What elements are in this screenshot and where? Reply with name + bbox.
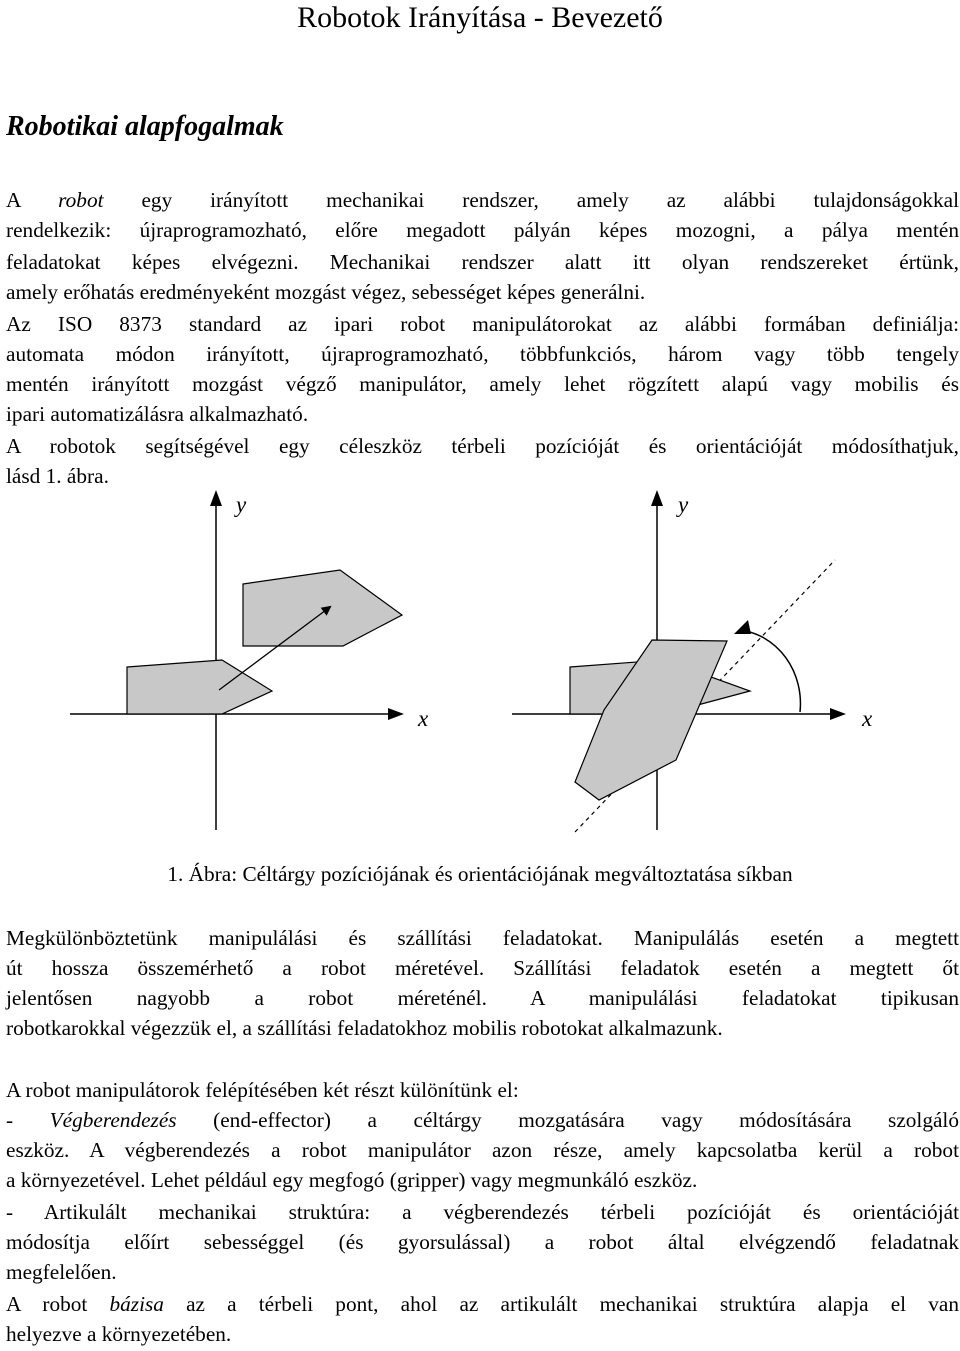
right-y-label: y [678,492,689,517]
figure-caption: 1. Ábra: Céltárgy pozíciójának és orientációjának megváltoztatása síkban [167,862,793,886]
left-x-label: x [418,706,429,731]
para1-line: Az ISO 8373 standard az ipari robot manipulátorokat az alábbi formában definiálja: [6,312,959,336]
para1-line: feladatokat képes elvégezni. Mechanikai rendszer alatt itt olyan rendszereket értünk, [6,250,959,274]
para2-line: robotkarokkal végezzük el, a szállítási feladatokhoz mobilis robotokat alkalmazunk. [6,1016,723,1040]
para1-line: ipari automatizálásra alkalmazható. [6,402,309,426]
para1-line: automata módon irányított, újraprogramozható, többfunkciós, három vagy több tengely [6,342,959,366]
para1-line: A robot egy irányított mechanikai rendszer, amely az alábbi tulajdonságokkal [6,188,960,212]
left-moved-shape [243,570,402,646]
rotation-arc [740,630,800,712]
para3-line: - Végberendezés (end-effector) a céltárgy mozgatására vagy módosítására szolgáló [6,1108,960,1132]
left-panel [70,490,429,830]
para3-line: A robot manipulátorok felépítésében két részt különítünk el: [6,1078,519,1102]
section-heading: Robotikai alapfogalmak [6,111,284,142]
para3-line: megfelelően. [6,1260,117,1284]
left-y-arrow-icon [210,490,222,506]
right-x-label: x [862,706,873,731]
page-title: Robotok Irányítása - Bevezető [297,1,663,34]
para3-line: eszköz. A végberendezés a robot manipulátor azon része, amely kapcsolatba kerül a robot [6,1138,959,1162]
para3-line: A robot bázisa az a térbeli pont, ahol az artikulált mechanikai struktúra alapja el van [6,1292,960,1316]
para3-line: módosítja előírt sebességgel (és gyorsulással) a robot által elvégzendő feladatnak [6,1230,959,1254]
para1-line: mentén irányított mozgást végző manipulátor, amely lehet rögzített alapú vagy mobilis és [6,372,959,396]
right-rotated-shape [575,640,727,800]
para1-line: amely erőhatás eredményeként mozgást végez, sebességet képes generálni. [6,280,646,304]
para1-line: lásd 1. ábra. [6,464,109,488]
term-robot: robot [58,188,104,212]
para2-line: út hossza összemérhető a robot méretével. Szállítási feladatok esetén a megtett őt [6,956,959,980]
left-x-arrow-icon [388,708,404,720]
para3-line: - Artikulált mechanikai struktúra: a végberendezés térbeli pozícióját és orientációját [6,1200,959,1224]
para3-line: helyezve a környezetében. [6,1322,232,1346]
para1-line: rendelkezik: újraprogramozható, előre megadott pályán képes mozogni, a pálya mentén [6,218,959,242]
right-x-arrow-icon [830,708,846,720]
para1-line: A robotok segítségével egy céleszköz térbeli pozícióját és orientációját módosíthatjuk, [6,434,959,458]
para3-line: a környezetével. Lehet például egy megfogó (gripper) vagy megmunkáló eszköz. [6,1168,698,1192]
right-panel [512,490,873,832]
rotation-arrow-icon [734,620,751,634]
term-vegberendezes: Végberendezés [49,1108,177,1132]
left-y-label: y [236,492,247,517]
right-y-arrow-icon [651,490,663,506]
para2-line: Megkülönböztetünk manipulálási és szállítási feladatokat. Manipulálás esetén a megtett [6,926,959,950]
para2-line: jelentősen nagyobb a robot méreténél. A manipulálási feladatokat tipikusan [6,986,959,1010]
left-original-shape [127,660,272,714]
term-bazisa: bázisa [109,1292,164,1316]
